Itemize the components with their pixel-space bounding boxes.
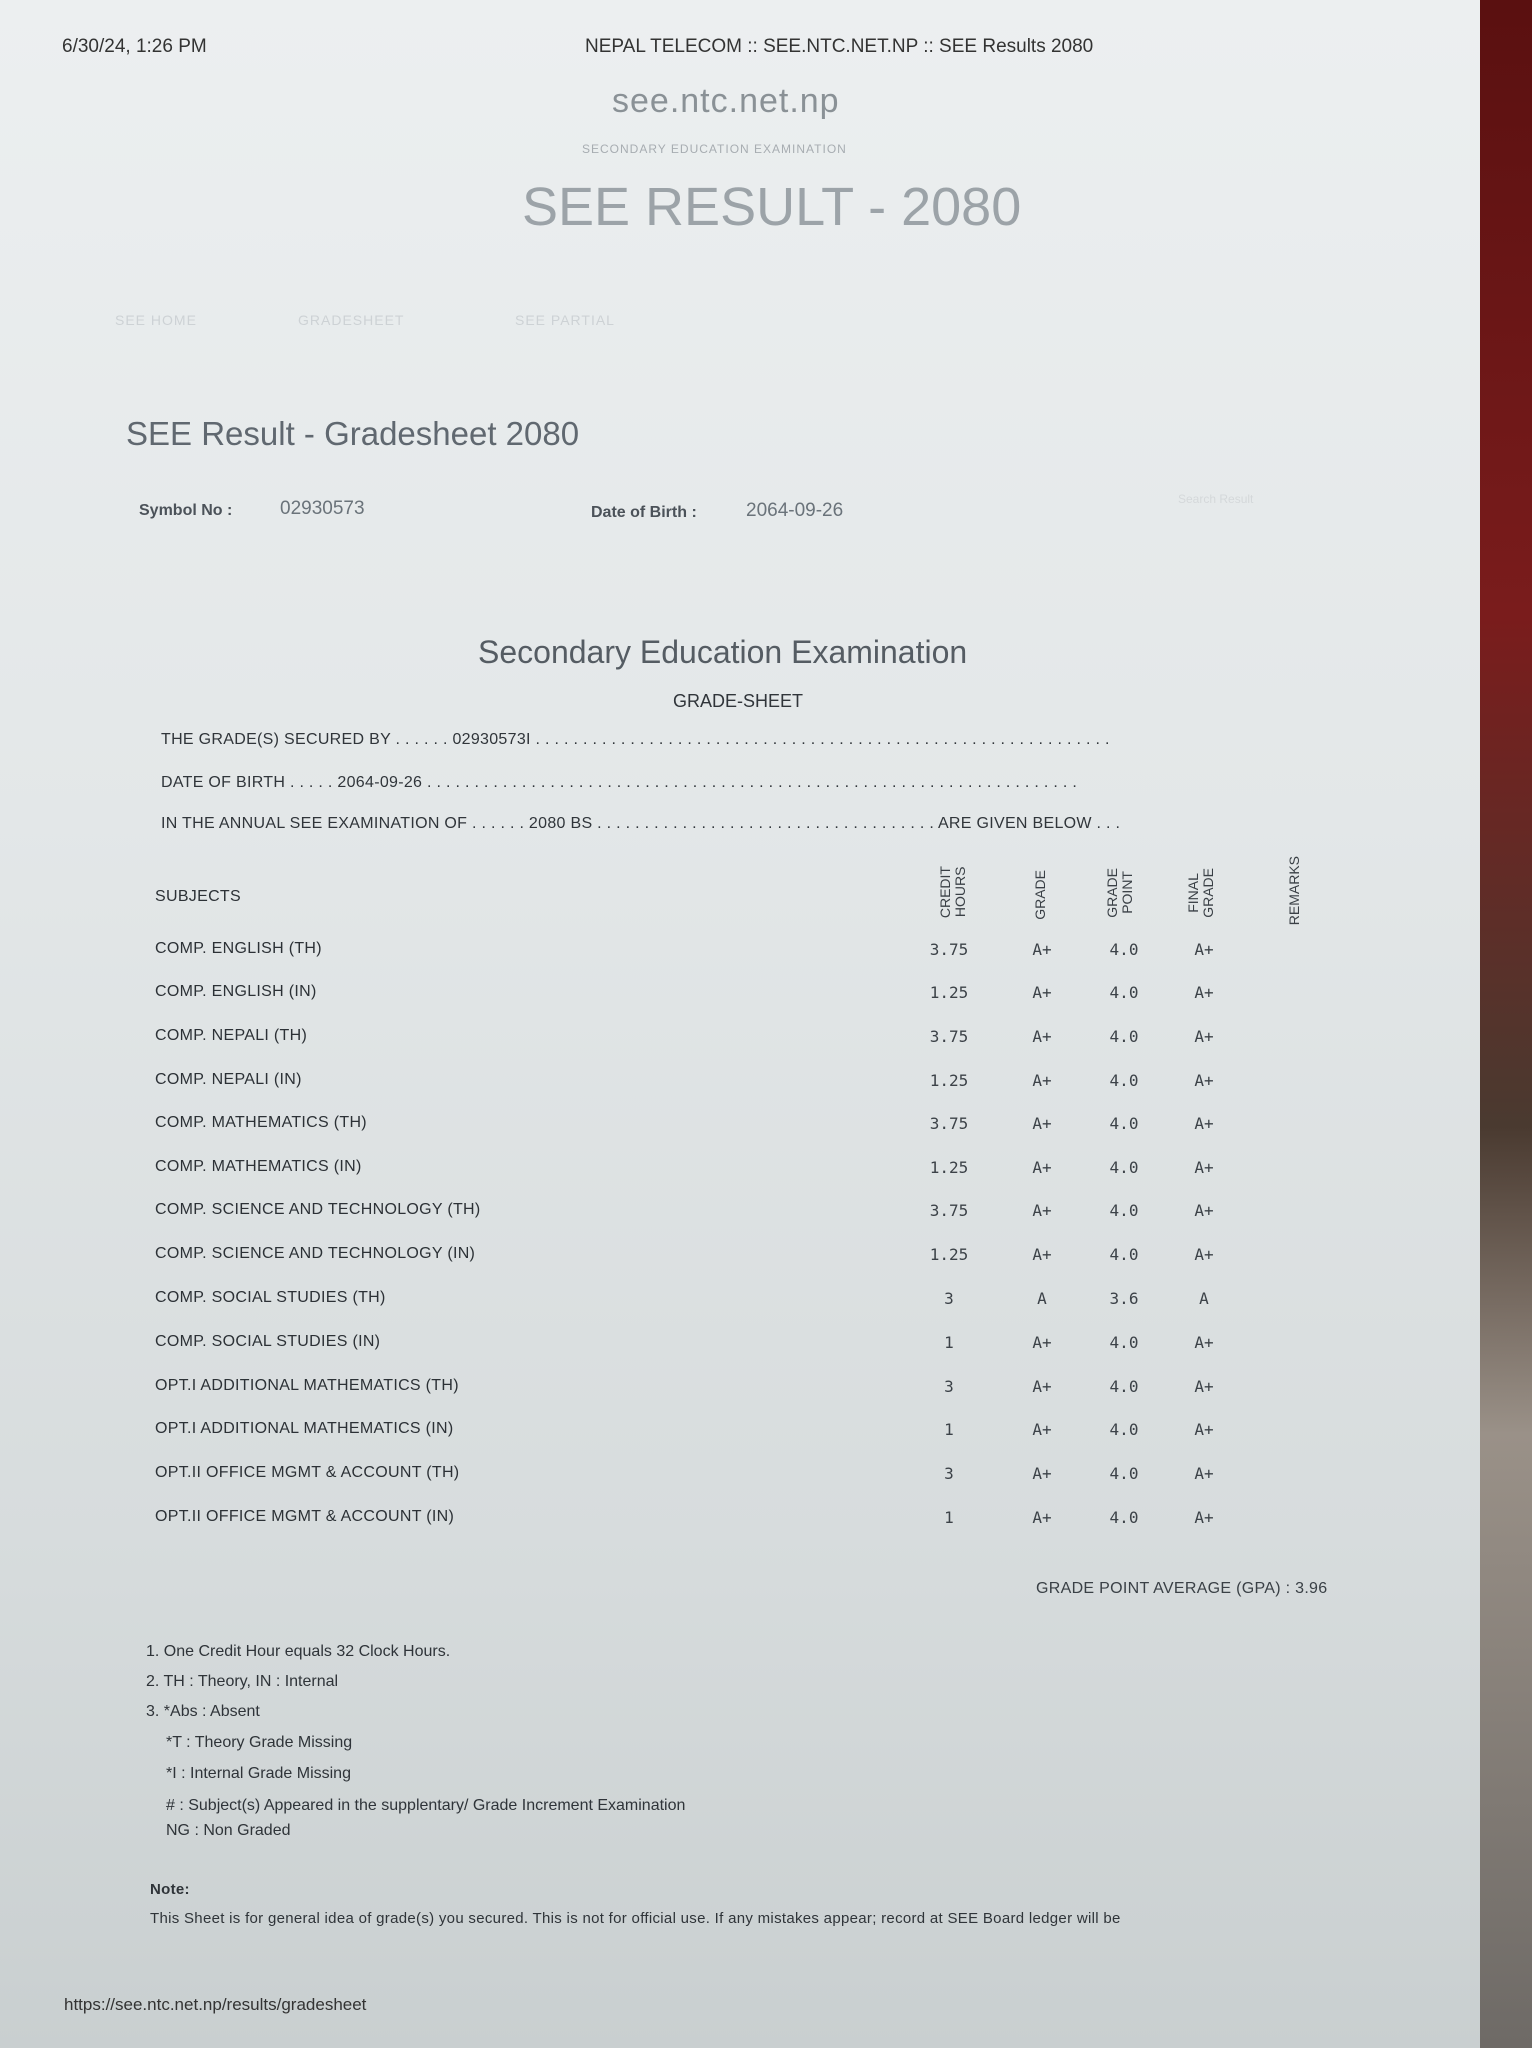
row-grade: A+: [1032, 940, 1052, 959]
row-grade: A+: [1032, 1071, 1052, 1090]
search-result-button[interactable]: Search Result: [1178, 492, 1254, 506]
nav-see-home[interactable]: SEE HOME: [115, 312, 197, 328]
row-final-grade: A+: [1194, 1333, 1214, 1352]
row-grade: A+: [1032, 1377, 1052, 1396]
row-final-grade: A+: [1194, 983, 1214, 1002]
row-subject: OPT.II OFFICE MGMT & ACCOUNT (TH): [155, 1464, 460, 1481]
legend-item: 2. TH : Theory, IN : Internal: [146, 1673, 339, 1690]
print-datetime: 6/30/24, 1:26 PM: [62, 36, 207, 57]
row-credit: 3: [944, 1464, 954, 1483]
row-grade: A+: [1032, 1114, 1052, 1133]
row-final-grade: A: [1199, 1289, 1209, 1308]
row-grade: A+: [1032, 1027, 1052, 1046]
row-credit: 3: [944, 1289, 954, 1308]
row-subject: OPT.II OFFICE MGMT & ACCOUNT (IN): [155, 1508, 455, 1525]
row-subject: COMP. MATHEMATICS (TH): [155, 1114, 367, 1131]
row-grade: A+: [1032, 1245, 1052, 1264]
row-grade: A+: [1032, 1201, 1052, 1220]
row-grade: A+: [1032, 1420, 1052, 1439]
gradesheet-search-title: SEE Result - Gradesheet 2080: [126, 415, 580, 452]
col-head-remarks: REMARKS: [1286, 856, 1302, 926]
row-grade-point: 4.0: [1109, 1158, 1139, 1177]
legend-item: *T : Theory Grade Missing: [166, 1734, 353, 1751]
row-credit: 1.25: [929, 1158, 969, 1177]
row-subject: COMP. MATHEMATICS (IN): [155, 1158, 362, 1175]
row-grade-point: 4.0: [1109, 1201, 1139, 1220]
row-subject: COMP. SCIENCE AND TECHNOLOGY (TH): [155, 1201, 481, 1218]
row-final-grade: A+: [1194, 1508, 1214, 1527]
row-subject: COMP. SOCIAL STUDIES (IN): [155, 1333, 381, 1350]
note-label: Note:: [150, 1881, 190, 1898]
row-credit: 1: [944, 1420, 954, 1439]
row-final-grade: A+: [1194, 1201, 1214, 1220]
exam-line: IN THE ANNUAL SEE EXAMINATION OF . . . . . . 2080 BS . . . . . . . . . . . . . . . . . . . . . . . . . . . . . . . . . . . . ARE GIVEN BELOW . . .: [161, 815, 1121, 832]
row-grade: A+: [1032, 1158, 1052, 1177]
print-page-title: NEPAL TELECOM :: SEE.NTC.NET.NP :: SEE Results 2080: [585, 36, 1094, 57]
row-credit: 1: [944, 1333, 954, 1352]
site-tagline: SECONDARY EDUCATION EXAMINATION: [582, 142, 847, 156]
row-grade-point: 4.0: [1109, 940, 1139, 959]
row-subject: COMP. SOCIAL STUDIES (TH): [155, 1289, 386, 1306]
row-grade-point: 4.0: [1109, 1333, 1139, 1352]
row-final-grade: A+: [1194, 940, 1214, 959]
row-subject: COMP. NEPALI (IN): [155, 1071, 302, 1088]
site-domain[interactable]: see.ntc.net.np: [612, 82, 840, 120]
legend-item: NG : Non Graded: [166, 1822, 291, 1839]
row-credit: 1: [944, 1508, 954, 1527]
footer-url[interactable]: https://see.ntc.net.np/results/gradesheet: [64, 1995, 367, 2014]
row-credit: 1.25: [929, 1071, 969, 1090]
gradesheet-title: Secondary Education Examination: [478, 634, 968, 670]
row-final-grade: A+: [1194, 1027, 1214, 1046]
row-credit: 1.25: [929, 1245, 969, 1264]
row-final-grade: A+: [1194, 1377, 1214, 1396]
row-grade: A+: [1032, 1333, 1052, 1352]
row-grade-point: 4.0: [1109, 983, 1139, 1002]
col-head-grade: GRADE: [1032, 870, 1048, 920]
site-headline: SEE RESULT - 2080: [522, 177, 1022, 237]
dob-label: Date of Birth :: [591, 504, 697, 521]
row-credit: 3.75: [929, 1201, 969, 1220]
row-subject: COMP. ENGLISH (TH): [155, 940, 322, 957]
row-subject: COMP. SCIENCE AND TECHNOLOGY (IN): [155, 1245, 476, 1262]
dob-input[interactable]: 2064-09-26: [746, 500, 844, 521]
row-grade-point: 4.0: [1109, 1420, 1139, 1439]
nav-see-partial[interactable]: SEE PARTIAL: [515, 312, 615, 328]
row-credit: 3.75: [929, 1027, 969, 1046]
note-text: This Sheet is for general idea of grade(s) you secured. This is not for official use. If any mistakes appear; record at SEE Board ledger will be: [150, 1910, 1121, 1927]
row-credit: 1.25: [929, 983, 969, 1002]
row-subject: OPT.I ADDITIONAL MATHEMATICS (TH): [155, 1377, 459, 1394]
legend-item: 1. One Credit Hour equals 32 Clock Hours.: [146, 1643, 451, 1660]
secured-by-line: THE GRADE(S) SECURED BY . . . . . . 02930573I . . . . . . . . . . . . . . . . . . . . . . . . . . . . . . . . . . . . . . . . . . . . . . . . . . . . . . . . . . . . .: [161, 731, 1110, 748]
row-grade-point: 4.0: [1109, 1027, 1139, 1046]
row-grade: A+: [1032, 983, 1052, 1002]
row-grade-point: 4.0: [1109, 1245, 1139, 1264]
symbol-input[interactable]: 02930573: [280, 498, 365, 519]
nav-gradesheet[interactable]: GRADESHEET: [298, 312, 405, 328]
col-head-credit-hours: CREDIT HOURS: [937, 866, 968, 919]
row-final-grade: A+: [1194, 1071, 1214, 1090]
row-final-grade: A+: [1194, 1420, 1214, 1439]
row-credit: 3.75: [929, 1114, 969, 1133]
row-grade-point: 4.0: [1109, 1508, 1139, 1527]
col-head-final-grade: FINAL GRADE: [1185, 868, 1216, 918]
gradesheet-subtitle: GRADE-SHEET: [673, 691, 804, 711]
row-credit: 3: [944, 1377, 954, 1396]
row-grade-point: 4.0: [1109, 1464, 1139, 1483]
row-final-grade: A+: [1194, 1158, 1214, 1177]
row-credit: 3.75: [929, 940, 969, 959]
row-subject: COMP. ENGLISH (IN): [155, 983, 317, 1000]
row-grade-point: 3.6: [1109, 1289, 1139, 1308]
row-subject: OPT.I ADDITIONAL MATHEMATICS (IN): [155, 1420, 454, 1437]
row-final-grade: A+: [1194, 1464, 1214, 1483]
row-grade: A+: [1032, 1508, 1052, 1527]
legend-item: *I : Internal Grade Missing: [166, 1765, 351, 1782]
col-head-grade-point: GRADE POINT: [1104, 868, 1135, 918]
dob-line: DATE OF BIRTH . . . . . 2064-09-26 . . . . . . . . . . . . . . . . . . . . . . . . . . . . . . . . . . . . . . . . . . . . . . . . . . . . . . . . . . . . . . . . . . . . .: [161, 774, 1078, 791]
row-grade-point: 4.0: [1109, 1377, 1139, 1396]
legend-item: 3. *Abs : Absent: [146, 1703, 260, 1720]
col-head-subjects: SUBJECTS: [155, 888, 241, 905]
row-final-grade: A+: [1194, 1245, 1214, 1264]
gpa-summary: GRADE POINT AVERAGE (GPA) : 3.96: [1036, 1580, 1328, 1597]
row-grade: A: [1037, 1289, 1047, 1308]
row-grade-point: 4.0: [1109, 1071, 1139, 1090]
row-final-grade: A+: [1194, 1114, 1214, 1133]
symbol-label: Symbol No :: [139, 502, 233, 519]
row-grade: A+: [1032, 1464, 1052, 1483]
row-subject: COMP. NEPALI (TH): [155, 1027, 308, 1044]
row-grade-point: 4.0: [1109, 1114, 1139, 1133]
legend-item: # : Subject(s) Appeared in the supplentary/ Grade Increment Examination: [166, 1797, 686, 1814]
